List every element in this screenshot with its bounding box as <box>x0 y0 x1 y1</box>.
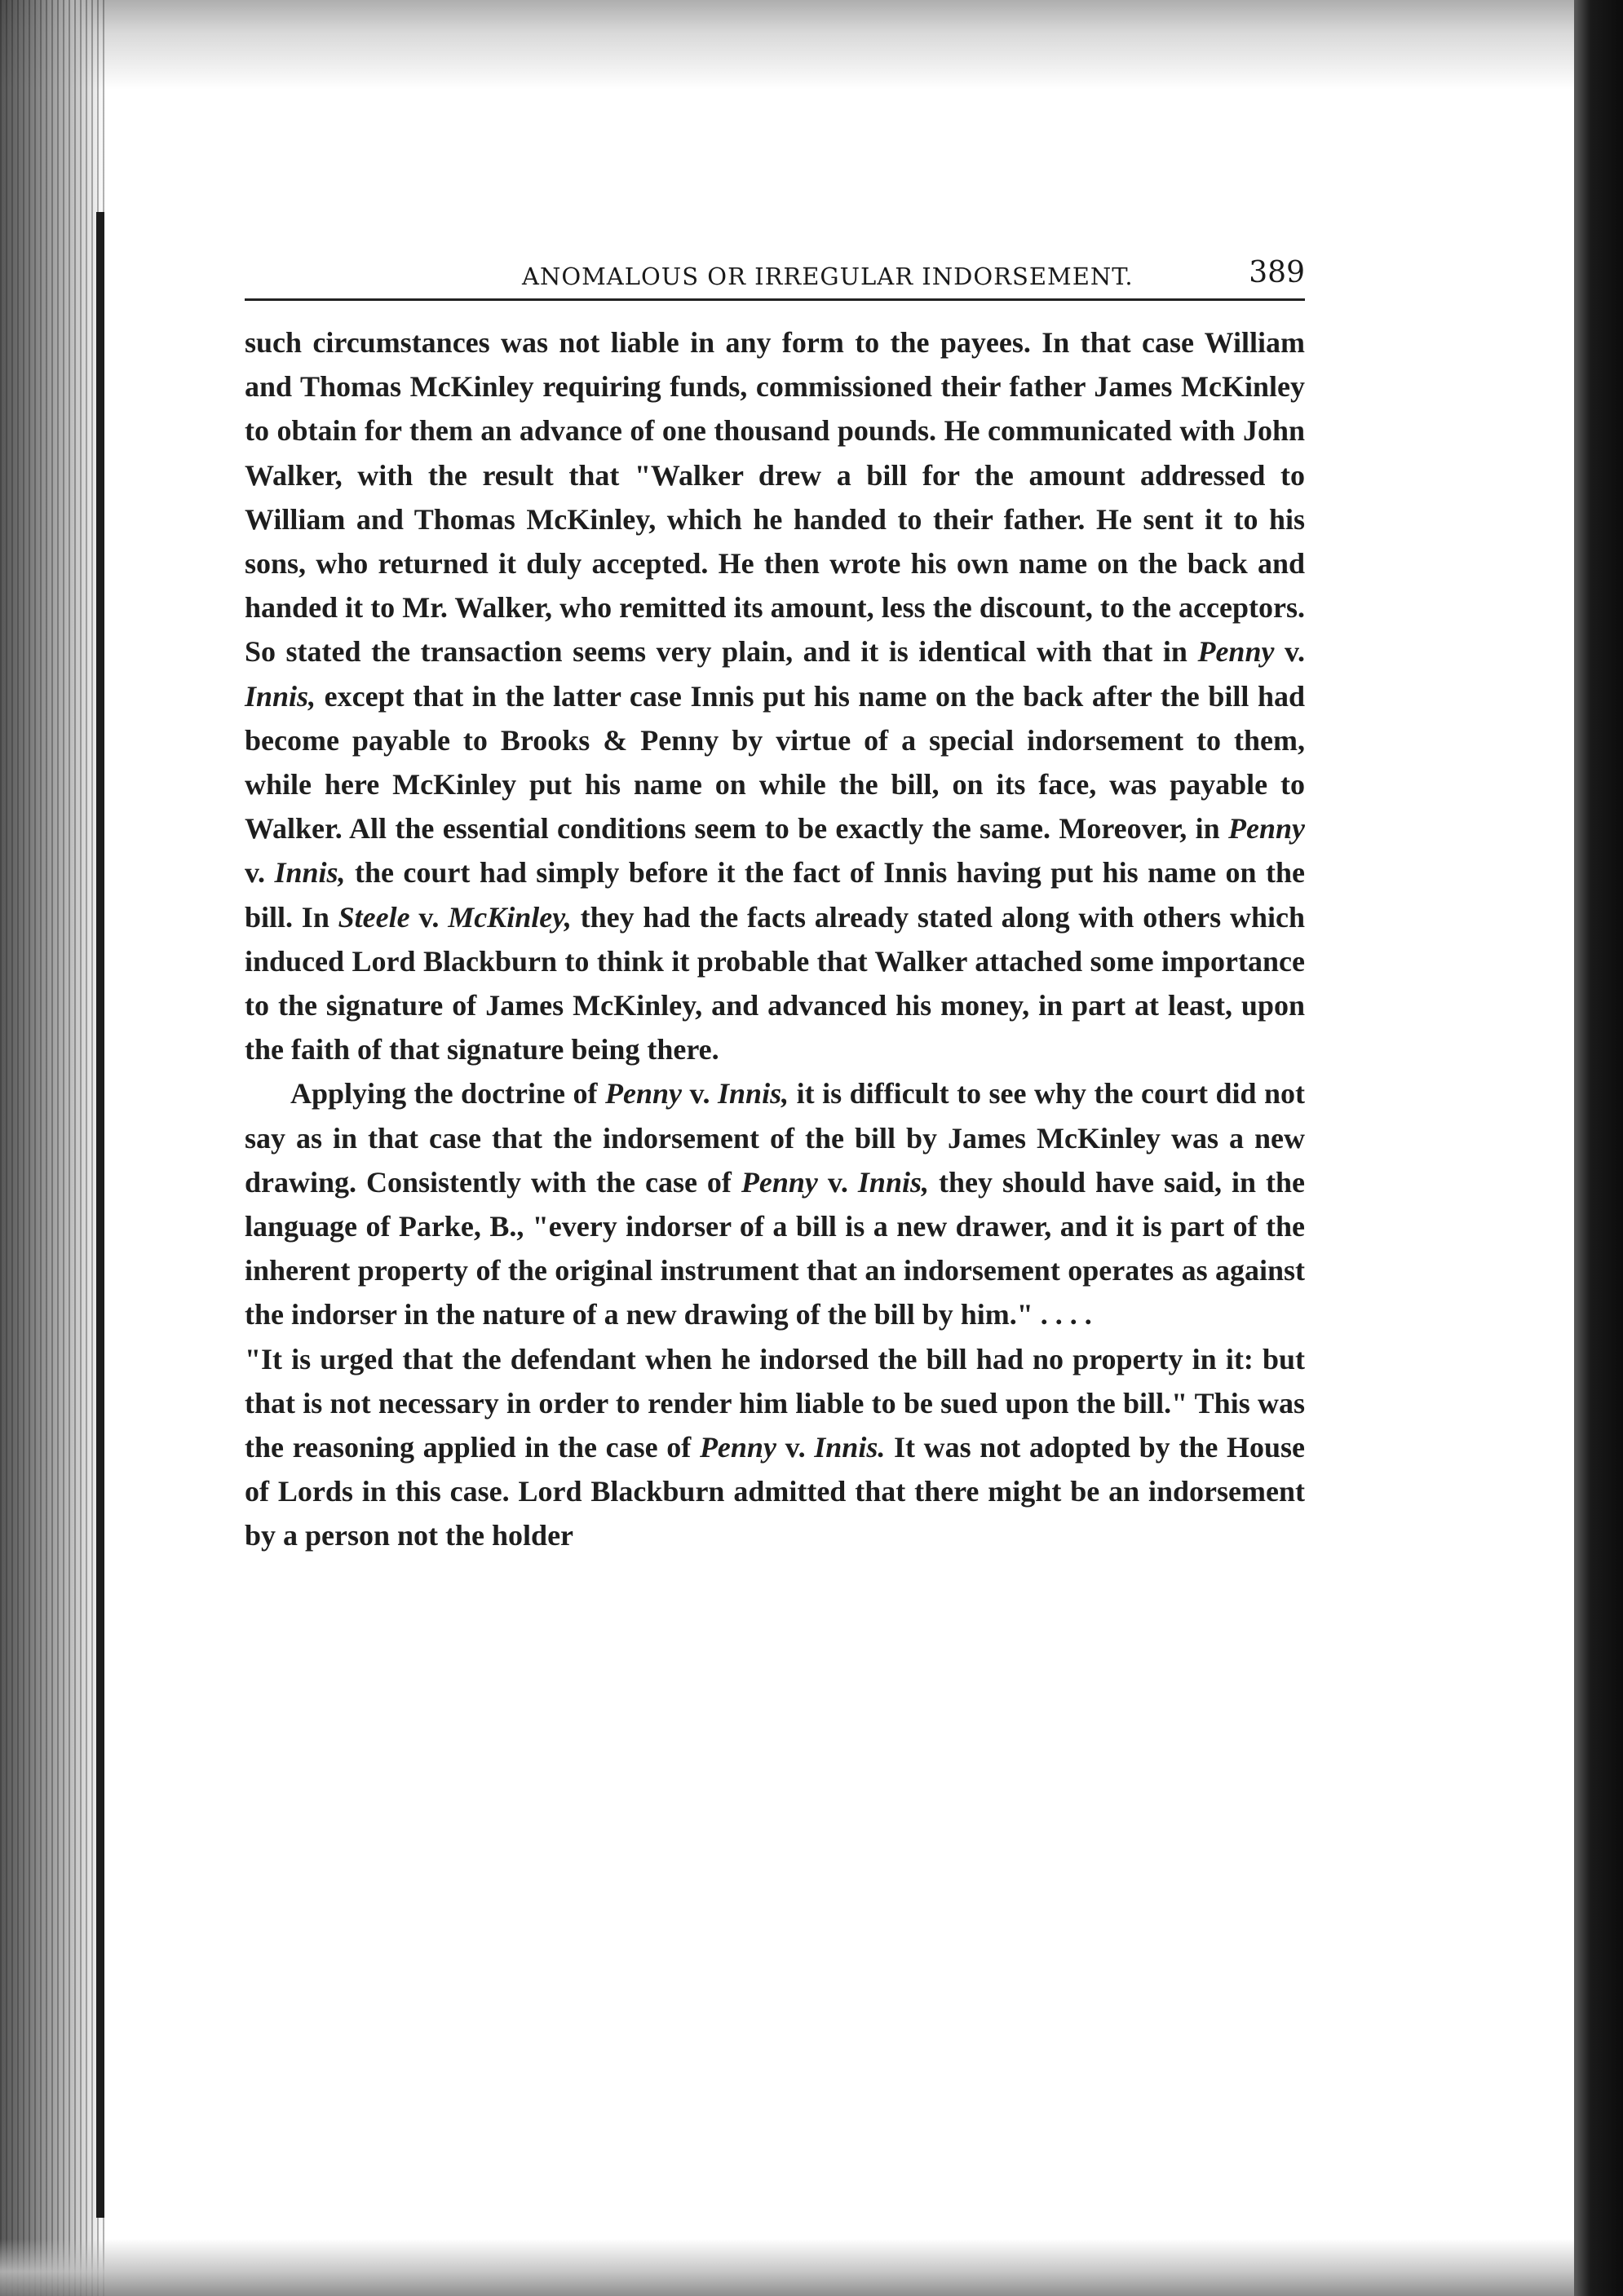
text-segment: it is difficult to see why the court did not say as in that case that the indorsement of the bill by James McKinley was a new drawing. Consistently with the case of <box>245 1077 1306 1199</box>
case-name: Penny <box>605 1077 682 1110</box>
text-segment: It was not adopted by the House of Lords in this case. Lord Blackburn admitted that there might be an indorsement by a person not the holder <box>245 1431 1305 1552</box>
case-name: Innis. <box>814 1431 886 1464</box>
text-segment: v. <box>409 900 449 934</box>
case-name: Penny <box>1197 635 1275 669</box>
text-segment: the court had simply before it the fact of Innis having put his name on the bill. In <box>245 856 1306 934</box>
running-title: ANOMALOUS OR IRREGULAR INDORSEMENT. <box>522 263 1134 290</box>
text-segment: Applying the doctrine of <box>290 1077 605 1110</box>
text-segment: v. <box>1274 635 1305 669</box>
body-text <box>245 320 1305 1558</box>
running-head <box>245 245 1305 294</box>
book-page <box>245 245 1305 1558</box>
case-name: Innis, <box>857 1165 929 1199</box>
paragraph-1 <box>245 320 1305 1071</box>
text-segment: "It is urged that the defendant when he indorsed the bill had no property in it: but that is not necessary in order to render him liable to be sued upon the bill." This was the reasoning applied in the case of <box>245 1342 1305 1464</box>
case-name: Penny <box>1228 812 1305 846</box>
scan-edge-top <box>0 0 1623 90</box>
case-name: McKinley, <box>448 900 572 934</box>
text-segment: such circumstances was not liable in any form to the payees. In that case William and Thomas McKinley requiring funds, commissioned their father James McKinley to obtain for them an advance of one thousand pounds. He communicated with John Walker, with the result that "Walker drew a bill for the amount addressed to William and Thomas McKinley, which he handed to their father. He sent it to his sons, who returned it duly accepted. He then wrote his own name on the back and handed it to Mr. Walker, who remitted its amount, less the discount, to the acceptors. So stated the transaction seems very plain, and it is identical with that in <box>245 326 1305 669</box>
book-gutter-line <box>96 212 104 2218</box>
header-rule <box>245 298 1305 301</box>
scan-edge-bottom <box>0 2239 1623 2296</box>
page-number: 389 <box>1249 256 1305 289</box>
scan-edge-right <box>1574 0 1623 2296</box>
text-segment: except that in the latter case Innis put his name on the back after the bill had become payable to Brooks & Penny by virtue of a special indorsement to them, while here McKinley put his name on while the bill, on its face, was payable to Walker. All the essential conditions seem to be exactly the same. Moreover, in <box>245 679 1305 846</box>
case-name: Penny <box>741 1165 818 1199</box>
paragraph-3 <box>245 1337 1305 1558</box>
case-name: Penny <box>699 1431 776 1464</box>
text-segment: v. <box>245 856 275 890</box>
case-name: Steele <box>338 900 410 934</box>
text-segment: v. <box>817 1165 858 1199</box>
text-segment: v. <box>776 1431 815 1464</box>
text-segment: v. <box>682 1077 719 1110</box>
scan-edge-left <box>0 0 106 2296</box>
case-name: Innis, <box>718 1077 789 1110</box>
text-segment: they had the facts already stated along with others which induced Lord Blackburn to think it probable that Walker attached some importance to the signature of James McKinley, and advanced his money, in part at least, upon the faith of that signature being there. <box>245 900 1305 1066</box>
paragraph-2 <box>245 1071 1305 1336</box>
case-name: Innis, <box>245 679 316 713</box>
text-segment: they should have said, in the language of Parke, B., "every indorser of a bill is a new drawer, and it is part of the inherent property of the original instrument that an indorsement operates as against the indorser in the nature of a new drawing of the bill by him." . . . . <box>245 1165 1306 1331</box>
case-name: Innis, <box>274 856 346 890</box>
